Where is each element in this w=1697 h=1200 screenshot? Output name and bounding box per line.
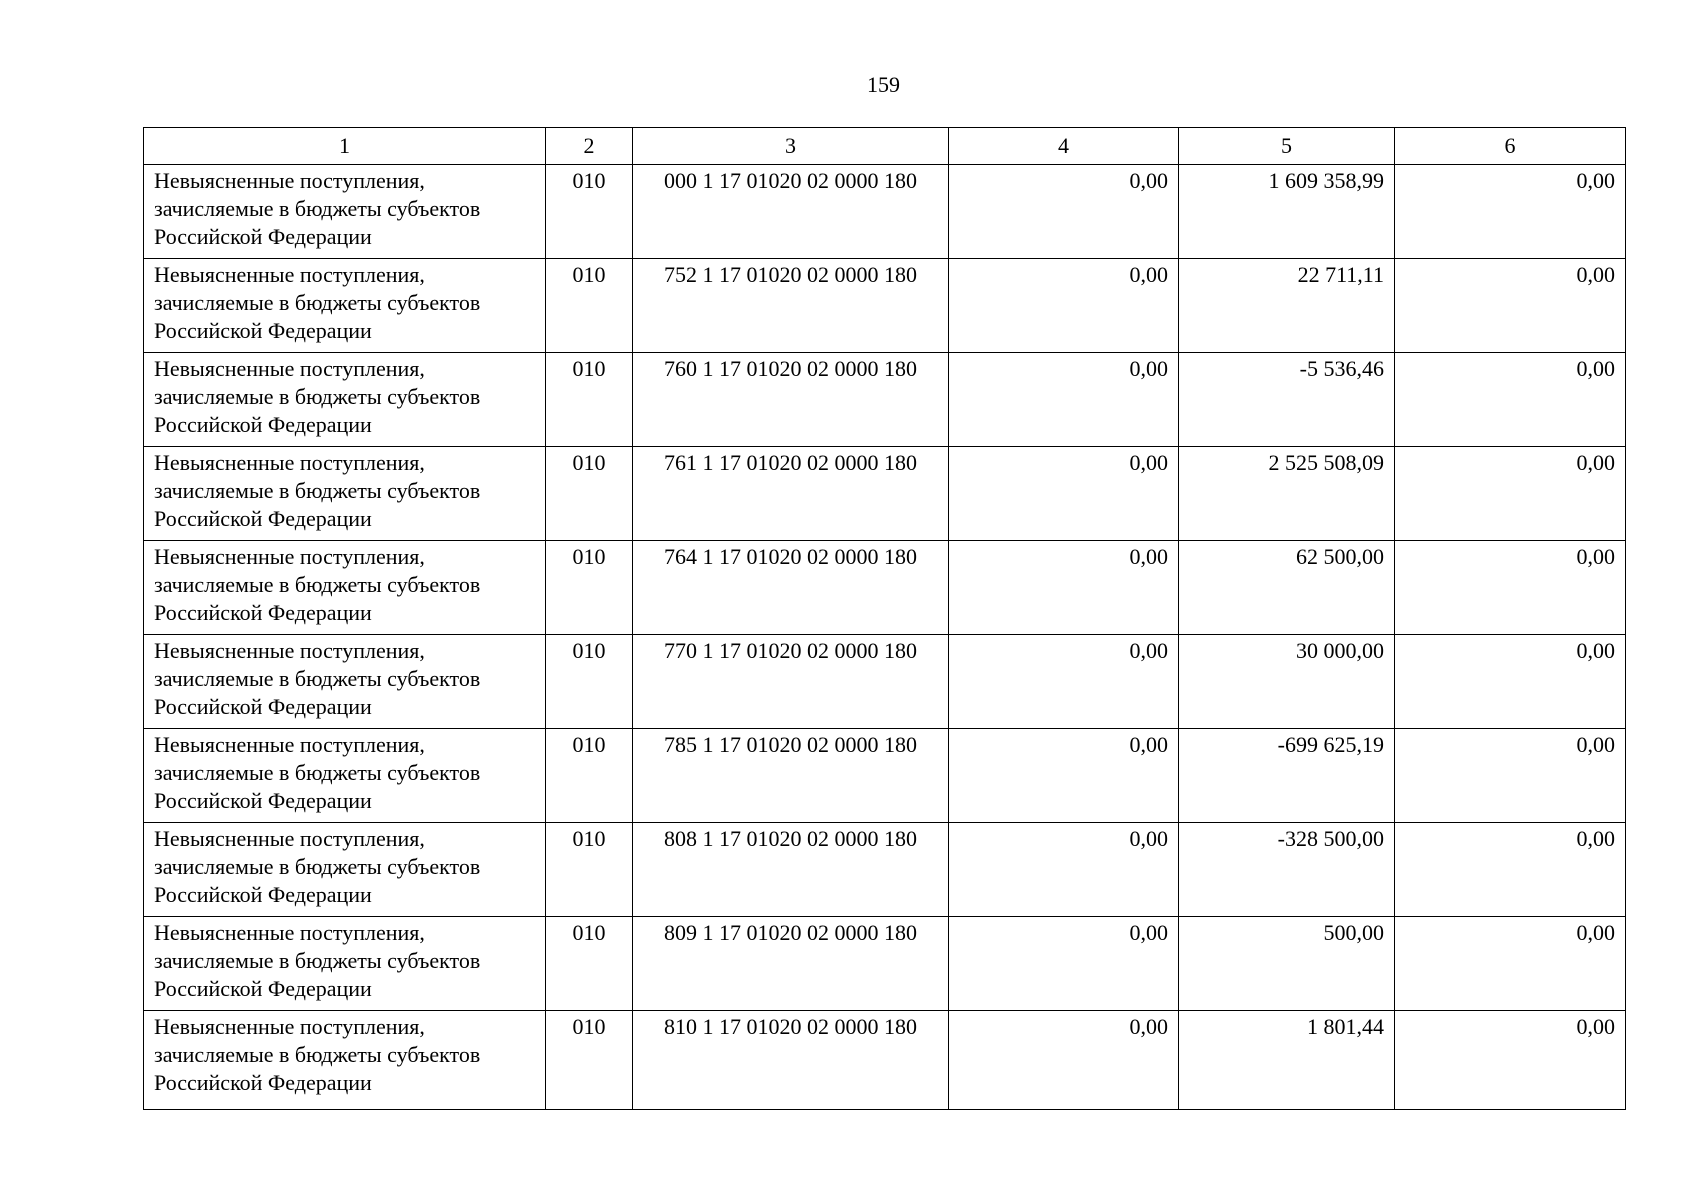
row-name: Невыясненные поступления, зачисляемые в бюджеты субъектов Российской Федерации xyxy=(144,917,546,1011)
header-row xyxy=(144,128,1626,165)
header-cell: 6 xyxy=(1395,128,1626,165)
row-kbk: 000 1 17 01020 02 0000 180 xyxy=(633,165,949,259)
row-col6: 0,00 xyxy=(1395,165,1626,259)
table-row xyxy=(144,541,1626,635)
row-col6: 0,00 xyxy=(1395,447,1626,541)
table-row xyxy=(144,447,1626,541)
row-col5: 500,00 xyxy=(1179,917,1395,1011)
row-name: Невыясненные поступления, зачисляемые в бюджеты субъектов Российской Федерации xyxy=(144,729,546,823)
table-row xyxy=(144,917,1626,1011)
header-cell: 5 xyxy=(1179,128,1395,165)
row-code: 010 xyxy=(546,259,633,353)
table-row xyxy=(144,259,1626,353)
row-kbk: 809 1 17 01020 02 0000 180 xyxy=(633,917,949,1011)
row-kbk: 752 1 17 01020 02 0000 180 xyxy=(633,259,949,353)
row-col4: 0,00 xyxy=(949,729,1179,823)
row-code: 010 xyxy=(546,635,633,729)
row-col5: 1 609 358,99 xyxy=(1179,165,1395,259)
row-col5: 2 525 508,09 xyxy=(1179,447,1395,541)
row-code: 010 xyxy=(546,917,633,1011)
row-col4: 0,00 xyxy=(949,165,1179,259)
row-col5: 62 500,00 xyxy=(1179,541,1395,635)
row-col4: 0,00 xyxy=(949,635,1179,729)
row-kbk: 760 1 17 01020 02 0000 180 xyxy=(633,353,949,447)
row-col6: 0,00 xyxy=(1395,353,1626,447)
table-row xyxy=(144,729,1626,823)
header-cell: 2 xyxy=(546,128,633,165)
row-code: 010 xyxy=(546,823,633,917)
row-col5: 1 801,44 xyxy=(1179,1011,1395,1110)
row-col6: 0,00 xyxy=(1395,823,1626,917)
row-col4: 0,00 xyxy=(949,823,1179,917)
row-col5: -5 536,46 xyxy=(1179,353,1395,447)
row-col4: 0,00 xyxy=(949,259,1179,353)
row-col6: 0,00 xyxy=(1395,259,1626,353)
row-col4: 0,00 xyxy=(949,541,1179,635)
row-name: Невыясненные поступления, зачисляемые в бюджеты субъектов Российской Федерации xyxy=(144,447,546,541)
table-row xyxy=(144,1011,1626,1110)
budget-table xyxy=(143,127,1626,1110)
row-col5: -699 625,19 xyxy=(1179,729,1395,823)
page-number: 159 xyxy=(867,72,900,97)
row-col6: 0,00 xyxy=(1395,635,1626,729)
row-code: 010 xyxy=(546,353,633,447)
row-col4: 0,00 xyxy=(949,1011,1179,1110)
row-col4: 0,00 xyxy=(949,447,1179,541)
table-row xyxy=(144,823,1626,917)
row-col6: 0,00 xyxy=(1395,1011,1626,1110)
row-code: 010 xyxy=(546,447,633,541)
row-col6: 0,00 xyxy=(1395,917,1626,1011)
header-cell: 4 xyxy=(949,128,1179,165)
row-name: Невыясненные поступления, зачисляемые в бюджеты субъектов Российской Федерации xyxy=(144,1011,546,1110)
row-name: Невыясненные поступления, зачисляемые в бюджеты субъектов Российской Федерации xyxy=(144,635,546,729)
row-name: Невыясненные поступления, зачисляемые в бюджеты субъектов Российской Федерации xyxy=(144,259,546,353)
header-cell: 1 xyxy=(144,128,546,165)
row-code: 010 xyxy=(546,1011,633,1110)
row-code: 010 xyxy=(546,729,633,823)
row-col5: 30 000,00 xyxy=(1179,635,1395,729)
row-col6: 0,00 xyxy=(1395,729,1626,823)
row-kbk: 761 1 17 01020 02 0000 180 xyxy=(633,447,949,541)
row-col4: 0,00 xyxy=(949,917,1179,1011)
row-col6: 0,00 xyxy=(1395,541,1626,635)
row-kbk: 785 1 17 01020 02 0000 180 xyxy=(633,729,949,823)
row-col5: -328 500,00 xyxy=(1179,823,1395,917)
table-row xyxy=(144,353,1626,447)
row-code: 010 xyxy=(546,541,633,635)
row-name: Невыясненные поступления, зачисляемые в бюджеты субъектов Российской Федерации xyxy=(144,541,546,635)
table-row xyxy=(144,165,1626,259)
row-code: 010 xyxy=(546,165,633,259)
row-kbk: 770 1 17 01020 02 0000 180 xyxy=(633,635,949,729)
row-kbk: 808 1 17 01020 02 0000 180 xyxy=(633,823,949,917)
row-name: Невыясненные поступления, зачисляемые в бюджеты субъектов Российской Федерации xyxy=(144,353,546,447)
row-name: Невыясненные поступления, зачисляемые в бюджеты субъектов Российской Федерации xyxy=(144,823,546,917)
row-name: Невыясненные поступления, зачисляемые в бюджеты субъектов Российской Федерации xyxy=(144,165,546,259)
row-kbk: 810 1 17 01020 02 0000 180 xyxy=(633,1011,949,1110)
table-row xyxy=(144,635,1626,729)
row-col4: 0,00 xyxy=(949,353,1179,447)
row-col5: 22 711,11 xyxy=(1179,259,1395,353)
row-kbk: 764 1 17 01020 02 0000 180 xyxy=(633,541,949,635)
header-cell: 3 xyxy=(633,128,949,165)
